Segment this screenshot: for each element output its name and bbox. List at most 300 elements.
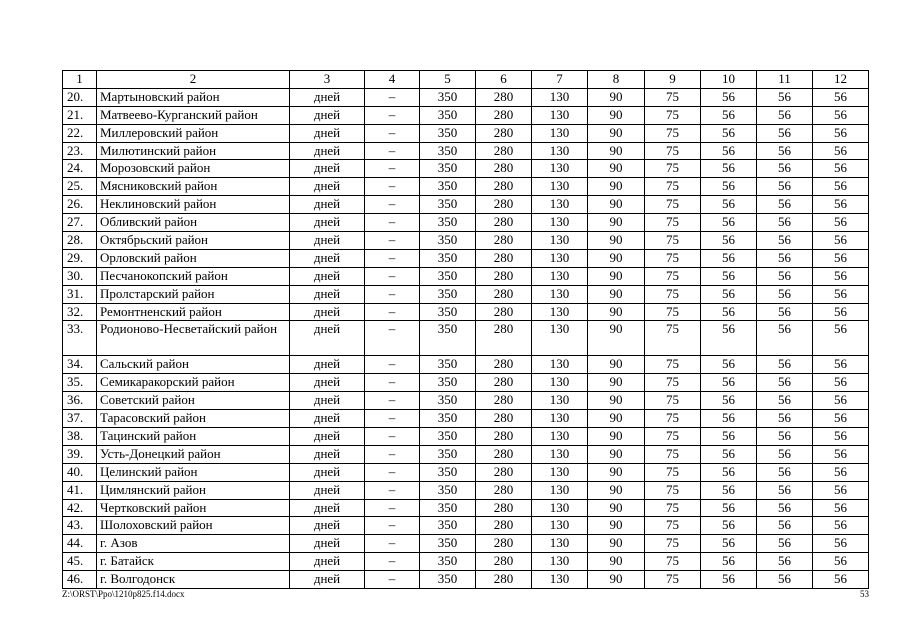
table-row [63, 232, 869, 250]
table-cell: 130 [532, 535, 588, 553]
table-cell: 280 [476, 392, 532, 410]
table-cell: 130 [532, 196, 588, 214]
table-cell: 350 [420, 142, 476, 160]
table-cell: Тацинский район [97, 428, 290, 446]
table-cell: 90 [588, 553, 645, 571]
table-cell: 56 [701, 178, 757, 196]
table-cell: 42. [63, 499, 97, 517]
table-cell: Шолоховский район [97, 517, 290, 535]
table-cell: 56 [701, 303, 757, 321]
table-cell: г. Азов [97, 535, 290, 553]
table-cell: дней [290, 499, 365, 517]
table-row [63, 374, 869, 392]
table-row [63, 445, 869, 463]
table-cell: 280 [476, 249, 532, 267]
table-cell: 90 [588, 410, 645, 428]
footer-file-path: Z:\ORST\Ppo\1210p825.f14.docx [62, 589, 185, 599]
table-cell: 56 [757, 392, 813, 410]
table-cell: – [365, 285, 420, 303]
table-cell: 56 [757, 285, 813, 303]
table-cell: 350 [420, 392, 476, 410]
page-number: 53 [860, 589, 869, 599]
table-cell: 56 [813, 392, 869, 410]
table-cell: дней [290, 553, 365, 571]
table-row [63, 517, 869, 535]
table-cell: 350 [420, 249, 476, 267]
table-cell: 43. [63, 517, 97, 535]
table-cell: Морозовский район [97, 160, 290, 178]
table-cell: 130 [532, 160, 588, 178]
table-cell: 21. [63, 106, 97, 124]
table-cell: 90 [588, 160, 645, 178]
table-cell: – [365, 196, 420, 214]
table-cell: дней [290, 535, 365, 553]
table-cell: 56 [813, 428, 869, 446]
table-cell: 75 [645, 160, 701, 178]
table-cell: 130 [532, 267, 588, 285]
table-cell: 75 [645, 553, 701, 571]
table-cell: 75 [645, 517, 701, 535]
table-cell: Пролстарский район [97, 285, 290, 303]
table-cell: Октябрьский район [97, 232, 290, 250]
table-cell: 350 [420, 571, 476, 589]
table-cell: дней [290, 392, 365, 410]
table-cell: 56 [701, 160, 757, 178]
table-cell: 350 [420, 356, 476, 374]
column-header: 11 [757, 71, 813, 89]
table-row [63, 178, 869, 196]
table-cell: 280 [476, 178, 532, 196]
table-cell: 350 [420, 267, 476, 285]
table-cell: 90 [588, 463, 645, 481]
table-cell: 130 [532, 232, 588, 250]
table-cell: 350 [420, 321, 476, 356]
table-cell: 350 [420, 196, 476, 214]
table-cell: дней [290, 106, 365, 124]
table-cell: 350 [420, 428, 476, 446]
table-cell: 75 [645, 356, 701, 374]
table-cell: 56 [701, 392, 757, 410]
table-cell: 32. [63, 303, 97, 321]
table-row [63, 214, 869, 232]
table-cell: 130 [532, 124, 588, 142]
table-row [63, 267, 869, 285]
table-row [63, 553, 869, 571]
table-cell: 90 [588, 142, 645, 160]
table-cell: 350 [420, 178, 476, 196]
table-cell: 350 [420, 303, 476, 321]
table-cell: 56 [757, 535, 813, 553]
table-cell: дней [290, 463, 365, 481]
table-cell: 280 [476, 142, 532, 160]
table-cell: 280 [476, 214, 532, 232]
table-cell: 350 [420, 410, 476, 428]
table-cell: 350 [420, 517, 476, 535]
table-header-row [63, 71, 869, 89]
table-cell: 280 [476, 321, 532, 356]
table-row [63, 303, 869, 321]
table-cell: 280 [476, 445, 532, 463]
table-cell: 350 [420, 535, 476, 553]
table-cell: 280 [476, 160, 532, 178]
table-cell: 56 [757, 142, 813, 160]
table-cell: дней [290, 124, 365, 142]
table-cell: 56 [701, 517, 757, 535]
table-cell: 56 [701, 463, 757, 481]
table-cell: 75 [645, 124, 701, 142]
table-cell: 130 [532, 392, 588, 410]
table-row [63, 535, 869, 553]
table-cell: 56 [701, 410, 757, 428]
table-cell: 56 [757, 178, 813, 196]
column-header: 8 [588, 71, 645, 89]
table-cell: 75 [645, 321, 701, 356]
table-cell: 38. [63, 428, 97, 446]
table-cell: 350 [420, 445, 476, 463]
table-cell: Миллеровский район [97, 124, 290, 142]
table-cell: – [365, 374, 420, 392]
table-cell: 280 [476, 374, 532, 392]
table-cell: 40. [63, 463, 97, 481]
table-cell: 29. [63, 249, 97, 267]
table-cell: дней [290, 196, 365, 214]
table-row [63, 499, 869, 517]
table-cell: 280 [476, 88, 532, 106]
table-cell: 56 [701, 232, 757, 250]
table-cell: 280 [476, 428, 532, 446]
table-cell: г. Волгодонск [97, 571, 290, 589]
table-cell: 56 [701, 196, 757, 214]
table-cell: 130 [532, 249, 588, 267]
table-cell: дней [290, 410, 365, 428]
table-cell: 56 [701, 553, 757, 571]
table-cell: 56 [813, 142, 869, 160]
table-cell: – [365, 124, 420, 142]
table-cell: 25. [63, 178, 97, 196]
table-row [63, 88, 869, 106]
table-cell: – [365, 88, 420, 106]
table-cell: 90 [588, 392, 645, 410]
table-cell: 56 [757, 428, 813, 446]
column-header: 10 [701, 71, 757, 89]
table-row [63, 249, 869, 267]
table-row [63, 481, 869, 499]
table-row [63, 571, 869, 589]
table-cell: 350 [420, 463, 476, 481]
table-cell: Милютинский район [97, 142, 290, 160]
table-cell: 130 [532, 499, 588, 517]
table-cell: Советский район [97, 392, 290, 410]
table-cell: 350 [420, 106, 476, 124]
table-row [63, 392, 869, 410]
table-cell: 56 [757, 517, 813, 535]
table-cell: 56 [757, 410, 813, 428]
table-cell: 90 [588, 249, 645, 267]
table-cell: 56 [813, 267, 869, 285]
table-cell: – [365, 499, 420, 517]
table-row [63, 142, 869, 160]
table-cell: 75 [645, 463, 701, 481]
table-cell: 280 [476, 303, 532, 321]
table-cell: 130 [532, 428, 588, 446]
table-cell: 56 [813, 178, 869, 196]
table-row [63, 356, 869, 374]
table-cell: 130 [532, 285, 588, 303]
table-cell: 56 [813, 481, 869, 499]
table-cell: дней [290, 232, 365, 250]
table-cell: 20. [63, 88, 97, 106]
table-cell: 56 [757, 463, 813, 481]
table-cell: 56 [757, 232, 813, 250]
column-header: 4 [365, 71, 420, 89]
table-cell: дней [290, 481, 365, 499]
table-cell: 75 [645, 410, 701, 428]
table-cell: – [365, 428, 420, 446]
table-cell: 56 [701, 124, 757, 142]
table-cell: 75 [645, 106, 701, 124]
table-cell: 280 [476, 463, 532, 481]
table-cell: Родионово-Несветайский район [97, 321, 290, 356]
table-cell: 56 [701, 285, 757, 303]
table-cell: дней [290, 88, 365, 106]
table-cell: 56 [813, 410, 869, 428]
table-cell: 90 [588, 285, 645, 303]
table-cell: 56 [757, 106, 813, 124]
table-cell: дней [290, 428, 365, 446]
table-cell: 130 [532, 410, 588, 428]
table-cell: – [365, 445, 420, 463]
table-cell: 24. [63, 160, 97, 178]
table-cell: 39. [63, 445, 97, 463]
table-cell: дней [290, 285, 365, 303]
table-cell: дней [290, 142, 365, 160]
table-cell: г. Батайск [97, 553, 290, 571]
table-cell: 75 [645, 535, 701, 553]
table-cell: 27. [63, 214, 97, 232]
table-cell: 280 [476, 499, 532, 517]
table-cell: дней [290, 267, 365, 285]
column-header: 6 [476, 71, 532, 89]
table-row [63, 106, 869, 124]
column-header: 12 [813, 71, 869, 89]
table-cell: 56 [813, 499, 869, 517]
table-cell: Чертковский район [97, 499, 290, 517]
table-cell: 75 [645, 232, 701, 250]
table-cell: 36. [63, 392, 97, 410]
table-cell: 56 [701, 481, 757, 499]
table-cell: 31. [63, 285, 97, 303]
table-cell: 56 [757, 321, 813, 356]
table-cell: 75 [645, 285, 701, 303]
table-cell: 75 [645, 445, 701, 463]
table-cell: 56 [757, 571, 813, 589]
table-cell: 280 [476, 535, 532, 553]
table-cell: 350 [420, 214, 476, 232]
table-cell: Целинский район [97, 463, 290, 481]
table-cell: 350 [420, 499, 476, 517]
table-cell: 56 [701, 88, 757, 106]
table-cell: 90 [588, 267, 645, 285]
table-cell: Цимлянский район [97, 481, 290, 499]
table-cell: 56 [757, 88, 813, 106]
table-cell: – [365, 303, 420, 321]
table-row [63, 196, 869, 214]
table-cell: 56 [701, 428, 757, 446]
table-cell: 34. [63, 356, 97, 374]
table-cell: 280 [476, 356, 532, 374]
table-cell: 130 [532, 463, 588, 481]
table-cell: 280 [476, 517, 532, 535]
table-cell: 350 [420, 553, 476, 571]
table-cell: 56 [757, 249, 813, 267]
table-cell: Сальский район [97, 356, 290, 374]
table-cell: 56 [757, 196, 813, 214]
table-cell: 44. [63, 535, 97, 553]
table-cell: 56 [701, 374, 757, 392]
table-cell: 75 [645, 428, 701, 446]
table-cell: 46. [63, 571, 97, 589]
table-cell: 350 [420, 232, 476, 250]
column-header: 3 [290, 71, 365, 89]
table-cell: 75 [645, 249, 701, 267]
table-cell: – [365, 178, 420, 196]
table-cell: 56 [757, 160, 813, 178]
table-row [63, 428, 869, 446]
table-cell: Ремонтненский район [97, 303, 290, 321]
table-cell: – [365, 249, 420, 267]
table-cell: 56 [813, 356, 869, 374]
table-cell: – [365, 106, 420, 124]
table-cell: 90 [588, 214, 645, 232]
table-cell: 130 [532, 553, 588, 571]
table-cell: 75 [645, 374, 701, 392]
table-cell: Матвеево-Курганский район [97, 106, 290, 124]
table-cell: 56 [813, 535, 869, 553]
table-cell: 130 [532, 142, 588, 160]
table-cell: дней [290, 571, 365, 589]
table-cell: 56 [701, 249, 757, 267]
table-cell: 35. [63, 374, 97, 392]
table-cell: 90 [588, 124, 645, 142]
table-cell: Обливский район [97, 214, 290, 232]
table-cell: 56 [757, 124, 813, 142]
table-cell: 56 [757, 481, 813, 499]
table-cell: Мартыновский район [97, 88, 290, 106]
table-cell: 280 [476, 106, 532, 124]
table-cell: 130 [532, 517, 588, 535]
table-cell: 56 [701, 535, 757, 553]
table-cell: 23. [63, 142, 97, 160]
table-cell: 130 [532, 303, 588, 321]
table-row [63, 124, 869, 142]
table-cell: 130 [532, 374, 588, 392]
table-row [63, 285, 869, 303]
table-row [63, 321, 869, 356]
table-cell: 26. [63, 196, 97, 214]
column-header: 1 [63, 71, 97, 89]
table-cell: 75 [645, 392, 701, 410]
table-cell: 280 [476, 196, 532, 214]
table-cell: дней [290, 374, 365, 392]
table-cell: 56 [701, 142, 757, 160]
table-cell: 41. [63, 481, 97, 499]
table-cell: 75 [645, 88, 701, 106]
table-cell: 56 [757, 445, 813, 463]
table-cell: – [365, 160, 420, 178]
table-cell: 90 [588, 303, 645, 321]
table-cell: 75 [645, 303, 701, 321]
table-cell: 56 [813, 321, 869, 356]
table-cell: 280 [476, 553, 532, 571]
table-cell: 33. [63, 321, 97, 356]
table-cell: 90 [588, 106, 645, 124]
table-cell: 90 [588, 428, 645, 446]
table-cell: 280 [476, 267, 532, 285]
table-cell: 130 [532, 571, 588, 589]
table-cell: 56 [757, 303, 813, 321]
table-cell: 75 [645, 267, 701, 285]
table-cell: Усть-Донецкий район [97, 445, 290, 463]
table-cell: 37. [63, 410, 97, 428]
table-cell: 280 [476, 410, 532, 428]
table-cell: дней [290, 356, 365, 374]
table-cell: 56 [813, 285, 869, 303]
table-cell: 90 [588, 232, 645, 250]
table-cell: – [365, 356, 420, 374]
table-cell: 56 [813, 303, 869, 321]
table-cell: 280 [476, 285, 532, 303]
table-cell: 75 [645, 571, 701, 589]
table-cell: Песчанокопский район [97, 267, 290, 285]
table-cell: 75 [645, 142, 701, 160]
table-cell: Мясниковский район [97, 178, 290, 196]
table-cell: 56 [813, 553, 869, 571]
table-cell: 56 [813, 232, 869, 250]
table-cell: 130 [532, 106, 588, 124]
data-table [62, 70, 869, 589]
table-cell: 350 [420, 374, 476, 392]
table-cell: дней [290, 303, 365, 321]
table-cell: 130 [532, 178, 588, 196]
table-cell: дней [290, 249, 365, 267]
table-cell: дней [290, 160, 365, 178]
table-cell: 56 [701, 499, 757, 517]
table-cell: 75 [645, 481, 701, 499]
table-cell: – [365, 571, 420, 589]
table-cell: 90 [588, 499, 645, 517]
table-cell: 350 [420, 481, 476, 499]
table-cell: 56 [813, 517, 869, 535]
table-cell: – [365, 267, 420, 285]
table-cell: 75 [645, 196, 701, 214]
table-row [63, 160, 869, 178]
table-cell: 350 [420, 124, 476, 142]
table-cell: 56 [757, 356, 813, 374]
table-cell: – [365, 553, 420, 571]
table-cell: 130 [532, 88, 588, 106]
table-cell: 75 [645, 178, 701, 196]
table-cell: дней [290, 321, 365, 356]
table-cell: 56 [701, 106, 757, 124]
table-cell: 90 [588, 481, 645, 499]
table-cell: 130 [532, 214, 588, 232]
table-cell: 56 [757, 374, 813, 392]
table-cell: 130 [532, 445, 588, 463]
table-cell: 45. [63, 553, 97, 571]
table-cell: 75 [645, 214, 701, 232]
table-cell: дней [290, 517, 365, 535]
table-cell: 30. [63, 267, 97, 285]
